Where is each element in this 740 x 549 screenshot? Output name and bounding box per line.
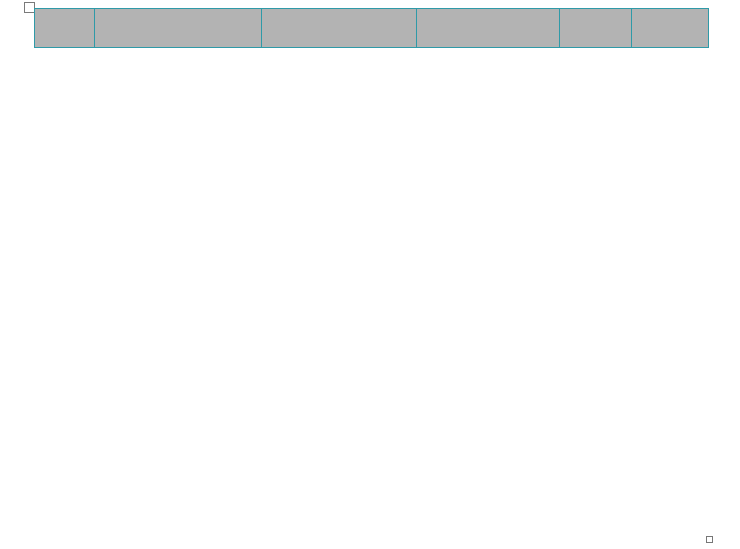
header-qty-sr	[632, 9, 709, 48]
parts-table	[34, 8, 709, 48]
header-description	[95, 9, 262, 48]
table-resize-handle[interactable]	[706, 536, 713, 543]
table-header-row	[35, 9, 709, 48]
header-part-no	[35, 9, 95, 48]
header-treatment	[417, 9, 560, 48]
header-material	[262, 9, 417, 48]
header-qty-da	[560, 9, 632, 48]
